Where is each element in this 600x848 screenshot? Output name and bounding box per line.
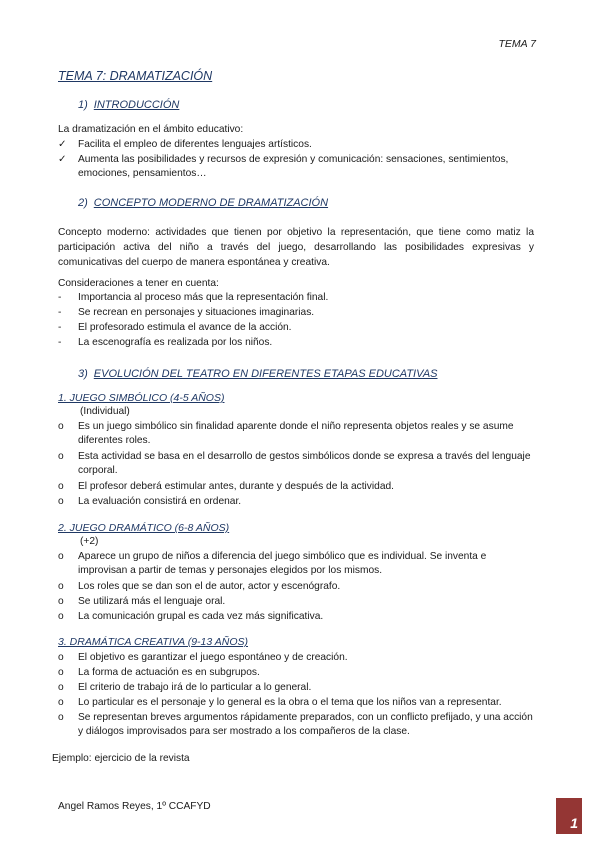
dash-marker: - <box>58 292 62 303</box>
subsection-dramatica-creativa: 3. DRAMÁTICA CREATIVA (9-13 AÑOS) <box>58 636 249 648</box>
circle-marker: o <box>58 496 64 507</box>
list-item: o Se representan breves argumentos rápidamente preparados, con un conflicto prefijado, y una acción y diálogos improvisados para ser mostrado a los compañeros de la clase. <box>58 712 533 737</box>
ejemplo-text: Ejemplo: ejercicio de la revista <box>52 753 190 764</box>
list-item: - El profesorado estimula el avance de la acción. <box>58 322 292 333</box>
list-item: o Aparece un grupo de niños a diferencia del juego simbólico que es individual. Se inventa e improvisan a partir de temas y personajes elegidos por los mismos. <box>58 551 487 576</box>
check-icon: ✓ <box>58 139 67 150</box>
list-item: - Se recrean en personajes y situaciones imaginarias. <box>58 307 315 318</box>
circle-marker: o <box>58 652 64 663</box>
section-number: 1) <box>78 99 88 111</box>
section-heading-evolucion <box>78 368 438 380</box>
list-item: o Es un juego simbólico sin finalidad aparente donde el niño representa objetos reales y se asume diferentes roles. <box>58 421 514 446</box>
circle-marker: o <box>58 596 64 607</box>
list-item: - Importancia al proceso más que la representación final. <box>58 292 329 303</box>
circle-marker: o <box>58 451 64 462</box>
section-number: 2) <box>78 197 88 209</box>
dash-marker: - <box>58 337 62 348</box>
consideraciones-lead: Consideraciones a tener en cuenta: <box>58 278 219 289</box>
list-item: - La escenografía es realizada por los niños. <box>58 337 273 348</box>
section-number: 3) <box>78 368 88 380</box>
circle-marker: o <box>58 712 64 723</box>
list-item: ✓ Facilita el empleo de diferentes lenguajes artísticos. <box>58 139 312 150</box>
list-item: o La evaluación consistirá en ordenar. <box>58 496 242 507</box>
subsection-note: (Individual) <box>80 406 130 417</box>
dash-marker: - <box>58 322 62 333</box>
circle-marker: o <box>58 682 64 693</box>
circle-marker: o <box>58 551 64 562</box>
list-item: o La comunicación grupal es cada vez más significativa. <box>58 611 324 622</box>
section-heading-introduccion <box>78 99 179 111</box>
section-title: EVOLUCIÓN DEL TEATRO EN DIFERENTES ETAPAS EDUCATIVAS <box>93 368 438 380</box>
list-item: o Lo particular es el personaje y lo general es la obra o el tema que los niños van a representar. <box>58 697 502 708</box>
page-number-box <box>556 798 582 834</box>
list-item: o El criterio de trabajo irá de lo particular a lo general. <box>58 682 312 693</box>
circle-marker: o <box>58 481 64 492</box>
circle-marker: o <box>58 697 64 708</box>
subsection-juego-simbolico: 1. JUEGO SIMBÓLICO (4-5 AÑOS) <box>58 392 225 404</box>
section-title: INTRODUCCIÓN <box>93 99 180 111</box>
circle-marker: o <box>58 667 64 678</box>
list-item: o El objetivo es garantizar el juego espontáneo y de creación. <box>58 652 348 663</box>
check-icon: ✓ <box>58 154 67 165</box>
list-item: o Se utilizará más el lenguaje oral. <box>58 596 226 607</box>
list-item: ✓ Aumenta las posibilidades y recursos de expresión y comunicación: sensaciones, sentimientos, emociones, pensamientos… <box>58 154 509 179</box>
circle-marker: o <box>58 581 64 592</box>
dash-marker: - <box>58 307 62 318</box>
concepto-paragraph: Concepto moderno: actividades que tienen por objetivo la representación, que tiene como matiz la participación activa del niño a través del juego, desarrollando las posibilidades expresivas y comunicativas del cuerpo de manera espontánea y creativa. <box>58 227 534 268</box>
intro-lead: La dramatización en el ámbito educativo: <box>58 124 244 135</box>
list-item: o El profesor deberá estimular antes, durante y después de la actividad. <box>58 481 394 492</box>
subsection-note: (+2) <box>80 536 99 547</box>
running-header: TEMA 7 <box>498 38 536 50</box>
list-item: o Los roles que se dan son el de autor, actor y escenógrafo. <box>58 581 341 592</box>
list-item: o Esta actividad se basa en el desarrollo de gestos simbólicos donde se expresa a través del lenguaje corporal. <box>58 451 531 476</box>
circle-marker: o <box>58 421 64 432</box>
page-title: TEMA 7: DRAMATIZACIÓN <box>58 69 213 83</box>
footer-author: Angel Ramos Reyes, 1º CCAFYD <box>58 801 211 812</box>
section-heading-concepto <box>78 197 328 209</box>
subsection-juego-dramatico: 2. JUEGO DRAMÁTICO (6-8 AÑOS) <box>58 522 230 534</box>
section-title: CONCEPTO MODERNO DE DRAMATIZACIÓN <box>93 197 329 209</box>
circle-marker: o <box>58 611 64 622</box>
list-item: o La forma de actuación es en subgrupos. <box>58 667 260 678</box>
page-number: 1 <box>570 815 578 831</box>
